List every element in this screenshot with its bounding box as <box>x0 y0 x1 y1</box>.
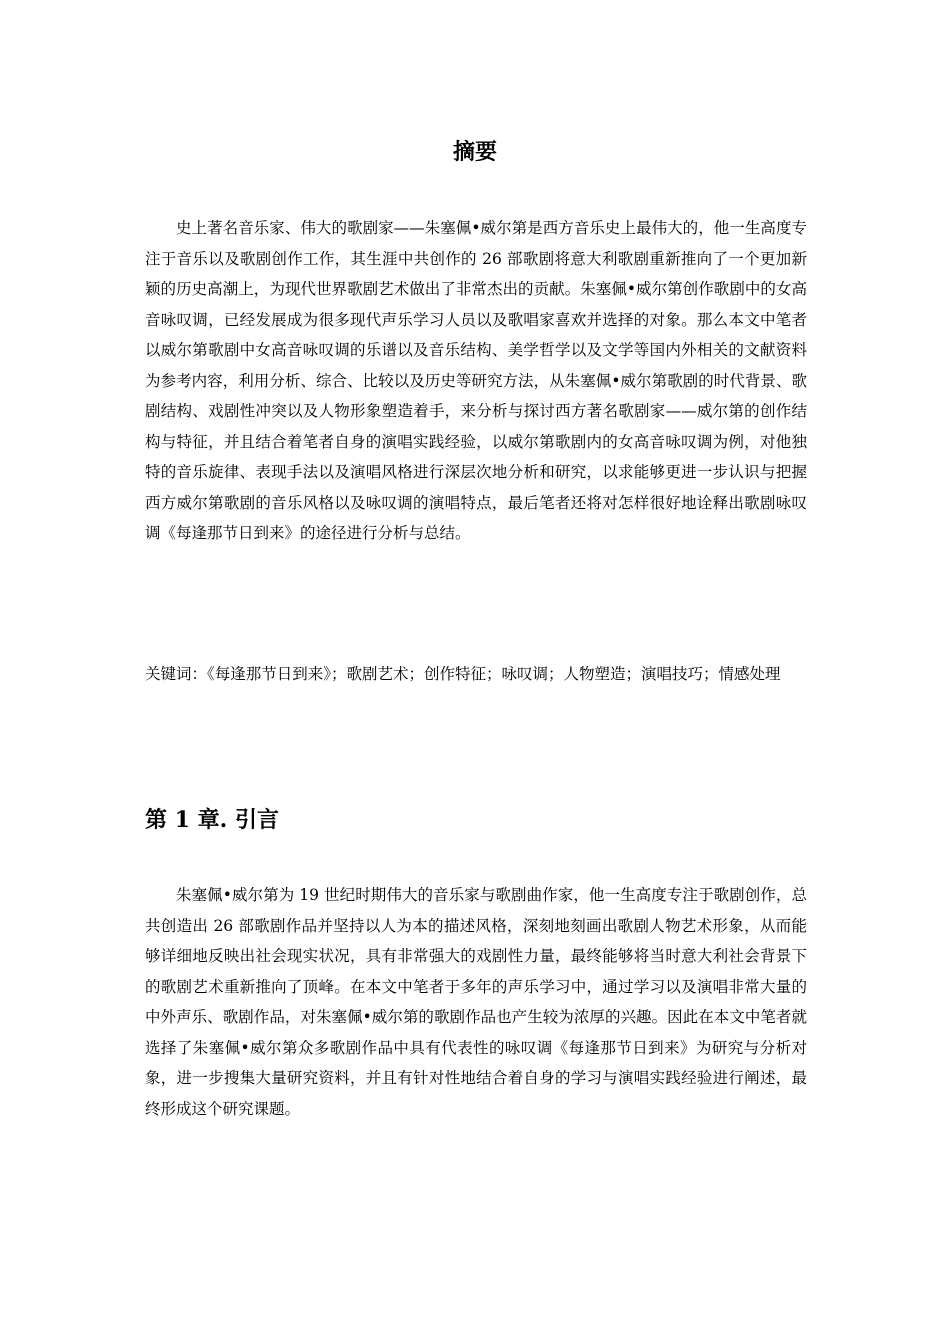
keywords-line: 关键词：《每逢那节日到来》；歌剧艺术；创作特征；咏叹调；人物塑造；演唱技巧；情感处理 <box>145 665 781 683</box>
introduction-paragraph: 朱塞佩•威尔第为 19 世纪时期伟大的音乐家与歌剧曲作家，他一生高度专注于歌剧创作，总共创造出 26 部歌剧作品并坚持以人为本的描述风格，深刻地刻画出歌剧人物艺术形象，从而能够详细地反映出社会现实状况，具有非常强大的戏剧性力量，最终能够将当时意大利社会背景下的歌剧艺术重新推向了顶峰。在本文中笔者于多年的声乐学习中，通过学习以及演唱非常大量的中外声乐、歌剧作品，对朱塞佩•威尔第的歌剧作品也产生较为浓厚的兴趣。因此在本文中笔者就选择了朱塞佩•威尔第众多歌剧作品中具有代表性的咏叹调《每逢那节日到来》为研究与分析对象，进一步搜集大量研究资料，并且有针对性地结合着自身的学习与演唱实践经验进行阐述，最终形成这个研究课题。 <box>145 886 807 1118</box>
abstract-paragraph: 史上著名音乐家、伟大的歌剧家——朱塞佩•威尔第是西方音乐史上最伟大的，他一生高度专注于音乐以及歌剧创作工作，其生涯中共创作的 26 部歌剧将意大利歌剧重新推向了一个更加新颖的历史高潮上，为现代世界歌剧艺术做出了非常杰出的贡献。朱塞佩•威尔第创作歌剧中的女高音咏叹调，已经发展成为很多现代声乐学习人员以及歌唱家喜欢并选择的对象。那么本文中笔者以威尔第歌剧中女高音咏叹调的乐谱以及音乐结构、美学哲学以及文学等国内外相关的文献资料为参考内容，利用分析、综合、比较以及历史等研究方法，从朱塞佩•威尔第歌剧的时代背景、歌剧结构、戏剧性冲突以及人物形象塑造着手，来分析与探讨西方著名歌剧家——威尔第的创作结构与特征，并且结合着笔者自身的演唱实践经验，以威尔第歌剧内的女高音咏叹调为例，对他独特的音乐旋律、表现手法以及演唱风格进行深层次地分析和研究，以求能够更进一步认识与把握西方威尔第歌剧的音乐风格以及咏叹调的演唱特点，最后笔者还将对怎样很好地诠释出歌剧咏叹调《每逢那节日到来》的途径进行分析与总结。 <box>145 219 807 542</box>
abstract-title: 摘要 <box>452 139 497 165</box>
chapter-1-title: 第 1 章. 引言 <box>145 807 279 833</box>
